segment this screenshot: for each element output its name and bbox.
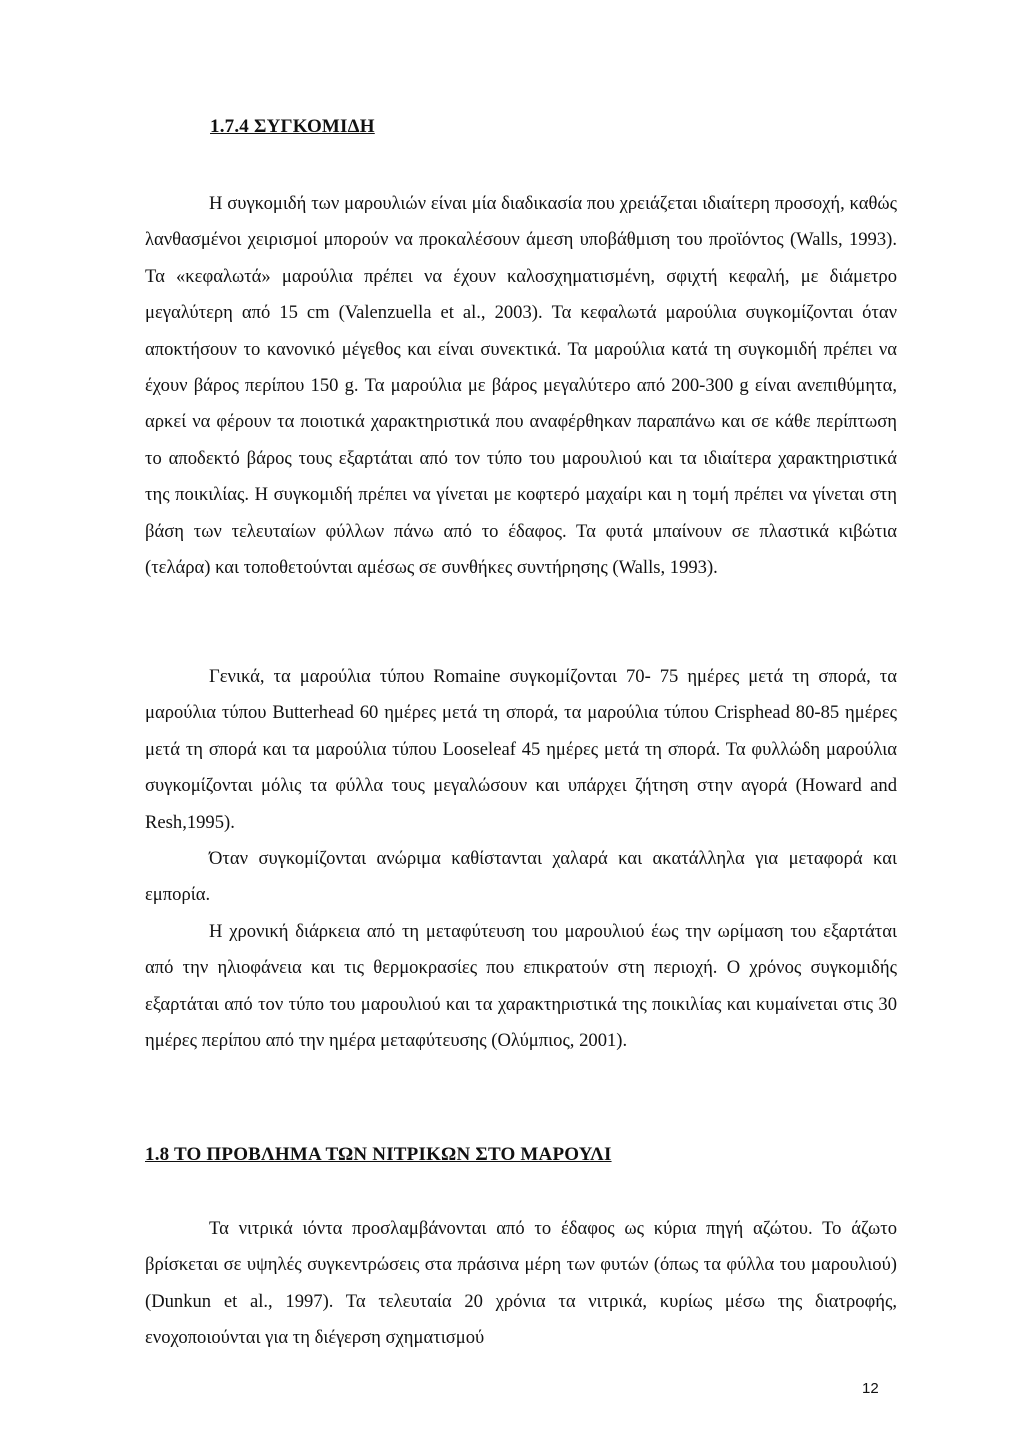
paragraph-harvest-duration: Η χρονική διάρκεια από τη μεταφύτευση του μαρουλιού έως την ωρίμαση του εξαρτάται από την ηλιοφάνεια και τις θερμοκρασίες που επικρατούν στη περιοχή. Ο χρόνος συγκομιδής εξαρτάται από τον τύπο του μαρουλιού και τα χαρακτηριστικά της ποικιλίας και κυμαίνεται στις 30 ημέρες περίπου από την ημέρα μεταφύτευσης (Ολύμπιος, 2001). xyxy=(145,921,897,1052)
page-number: 12 xyxy=(862,1380,879,1397)
section-heading-harvest: 1.7.4 ΣΥΓΚΟΜΙΔΗ xyxy=(210,116,375,137)
section-heading-nitrates: 1.8 ΤΟ ΠΡΟΒΛΗΜΑ ΤΩΝ ΝΙΤΡΙΚΩΝ ΣΤΟ ΜΑΡΟΥΛΙ xyxy=(145,1144,612,1165)
paragraph-harvest-types: Γενικά, τα μαρούλια τύπου Romaine συγκομίζονται 70- 75 ημέρες μετά τη σπορά, τα μαρούλια τύπου Butterhead 60 ημέρες μετά τη σπορά, τα μαρούλια τύπου Crisphead 80-85 ημέρες μετά τη σπορά και τα μαρούλια τύπου Looseleaf 45 ημέρες μετά τη σπορά. Τα φυλλώδη μαρούλια συγκομίζονται μόλις τα φύλλα τους μεγαλώσουν και υπάρχει ζήτηση στην αγορά (Howard and Resh,1995). xyxy=(145,666,897,833)
paragraph-nitrates-intro: Τα νιτρικά ιόντα προσλαμβάνονται από το έδαφος ως κύρια πηγή αζώτου. Το άζωτο βρίσκεται σε υψηλές συγκεντρώσεις στα πράσινα μέρη των φυτών (όπως τα φύλλα του μαρουλιού) (Dunkun et al., 1997). Τα τελευταία 20 χρόνια τα νιτρικά, κυρίως μέσω της διατροφής, ενοχοποιούνται για τη διέγερση σχηματισμού xyxy=(145,1218,897,1349)
paragraph-harvest-intro: Η συγκομιδή των μαρουλιών είναι μία διαδικασία που χρειάζεται ιδιαίτερη προσοχή, καθώς λανθασμένοι χειρισμοί μπορούν να προκαλέσουν άμεση υποβάθμιση του προϊόντος (Walls, 1993). Τα «κεφαλωτά» μαρούλια πρέπει να έχουν καλοσχηματισμένη, σφιχτή κεφαλή, με διάμετρο μεγαλύτερη από 15 cm (Valenzuella et al., 2003). Τα κεφαλωτά μαρούλια συγκομίζονται όταν αποκτήσουν το κανονικό μέγεθος και είναι συνεκτικά. Τα μαρούλια κατά τη συγκομιδή πρέπει να έχουν βάρος περίπου 150 g. Τα μαρούλια με βάρος μεγαλύτερο από 200-300 g είναι ανεπιθύμητα, αρκεί να φέρουν τα ποιοτικά χαρακτηριστικά που αναφέρθηκαν παραπάνω και σε κάθε περίπτωση το αποδεκτό βάρος τους εξαρτάται από τον τύπο του μαρουλιού και τα ιδιαίτερα χαρακτηριστικά της ποικιλίας. Η συγκομιδή πρέπει να γίνεται με κοφτερό μαχαίρι και η τομή πρέπει να γίνεται στη βάση των τελευταίων φύλλων πάνω από το έδαφος. Τα φυτά μπαίνουν σε πλαστικά κιβώτια (τελάρα) και τοποθετούνται αμέσως σε συνθήκες συντήρησης (Walls, 1993). xyxy=(145,193,897,579)
paragraph-harvest-immature: Όταν συγκομίζονται ανώριμα καθίστανται χαλαρά και ακατάλληλα για μεταφορά και εμπορία. xyxy=(145,848,897,906)
